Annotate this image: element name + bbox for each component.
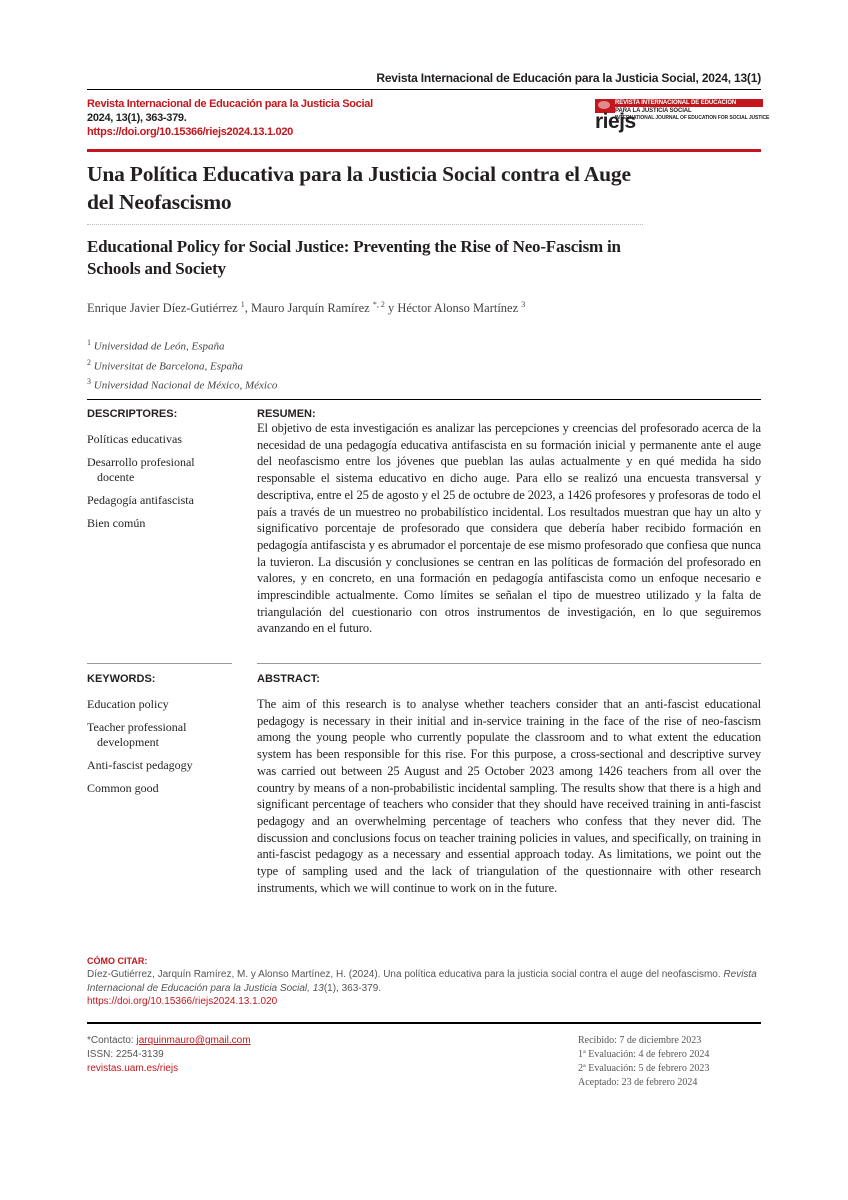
author-1-sup: 1 [240,300,245,309]
author-2-sup: *, 2 [372,300,385,309]
authors [87,300,525,316]
date-accepted: Aceptado: 23 de febrero 2024 [578,1077,698,1088]
citation-label: CÓMO CITAR: [87,956,148,966]
affiliation-num: 1 [87,338,91,347]
list-item: Desarrollo profesional [87,455,195,469]
author-1: Enrique Javier Díez-Gutiérrez [87,301,238,316]
section-divider [257,663,761,664]
abstract-label: ABSTRACT: [257,673,320,685]
affiliation-name: Universitat de Barcelona, España [93,360,244,373]
list-item: Teacher professional [87,720,187,734]
citation-journal: Revista Internacional de Educación para la Justicia Social, 13 [87,969,757,994]
list-item: Education policy [87,697,169,711]
logo-brand: riejs [595,110,636,133]
title-english: Educational Policy for Social Justice: Preventing the Rise of Neo-Fascism in Schools and Society [87,237,621,278]
logo-line1: REVISTA INTERNACIONAL DE EDUCACIÓN [615,100,737,106]
abstract-text: The aim of this research is to analyse whether teachers consider that an anti-fascist educational pedagogy is necessary in their initial and in-service training in the face of the rise of neo-fascism among the young people who currently populate the classroom and to what extent the education system has been responsible for this rise. For this purpose, a cross-sectional and descriptive survey was carried out between 25 August and 25 October 2023 among 1426 teachers from all over the country by means of a non-probabilistic incidental sampling. The results show that there is a high and significant percentage of teachers who consider that they should have received training in anti-fascist pedagogy and an overwhelming percentage of teachers who confess that they never did. The discussion and conclusions focus on teacher training policies in values, and specifically, on training in anti-fascist pedagogy as a necessary and essential approach today. As limitations, we point out the type of sampling used and the lack of triangulation of the questionnaire with other research instruments, which we will continue to work on in the future. [257,697,761,895]
header-rule [87,89,761,90]
affiliation-name: Universidad Nacional de México, México [93,379,278,392]
journal-name: Revista Internacional de Educación para la Justicia Social [87,98,373,110]
logo-line2: PARA LA JUSTICIA SOCIAL [615,107,692,114]
affiliation-num: 2 [87,357,91,367]
author-3: Héctor Alonso Martínez [397,301,519,316]
affiliation-name: Universidad de León, España [93,340,225,353]
author-sep: y [384,301,398,316]
journal-info [87,97,373,139]
affiliation [87,355,277,375]
journal-volume: 2024, 13(1), 363-379. [87,112,187,124]
contact-label: *Contacto: [87,1035,137,1046]
journal-doi-link[interactable]: https://doi.org/10.15366/riejs2024.13.1.020 [87,126,293,138]
citation-doi-link[interactable]: https://doi.org/10.15366/riejs2024.13.1.020 [87,996,278,1007]
author-2: Mauro Jarquín Ramírez [251,301,370,316]
keywords-label: KEYWORDS: [87,673,156,685]
resumen-label: RESUMEN: [257,408,316,420]
resumen-text: El objetivo de esta investigación es analizar las percepciones y creencias del profesorado acerca de la necesidad de una pedagogía educativa antifascista en su formación inicial y permanente ante el auge del neofascismo entre los jóvenes que pueblan las aulas actualmente y en qué medida ha sido responsable el sistema educativo en dicho auge. Para ello se realizó una encuesta transversal y descriptiva, entre el 25 de agosto y el 25 de octubre de 2023, a 1426 profesores y profesoras de todo el país a través de un muestreo no probabilístico incidental. Los resultados muestran que hay un alto y significativo porcentaje de profesorado que considera que debería haber recibido formación en pedagogía antifascista y es abrumador el porcentaje de ese mismo profesorado que confiesa que nunca la tuvieron. La discusión y conclusiones se centran en las políticas de formación del profesorado en valores, y en concreto, en una formación en pedagogía antifascista como un enfoque necesario e imprescindible actualmente. Como límites se señalan el tipo de muestreo utilizado y la falta de triangulación del cuestionario con otros instrumentos de investigación, en lo que seguiremos avanzando en el futuro. [257,421,761,636]
list-item: Bien común [87,516,146,530]
affiliation [87,374,277,394]
date-eval-1: 1ª Evaluación: 4 de febrero 2024 [578,1049,710,1060]
list-item: Pedagogía antifascista [87,493,194,507]
list-item: docente [97,470,135,484]
contact-email-link[interactable]: jarquinmauro@gmail.com [136,1035,251,1046]
affiliation-num: 3 [87,377,91,387]
citation-text [87,968,767,1009]
website-link[interactable]: revistas.uam.es/riejs [87,1063,179,1074]
logo-line3: INTERNATIONAL JOURNAL OF EDUCATION FOR SOCIAL JUSTICE [615,115,770,121]
list-item: Anti-fascist pedagogy [87,758,193,772]
title-spanish: Una Política Educativa para la Justicia Social contra el Auge del Neofascismo [87,162,631,214]
date-eval-2: 2ª Evaluación: 5 de febrero 2023 [578,1063,710,1074]
issn: ISSN: 2254-3139 [87,1049,164,1060]
descriptores-list [87,432,217,539]
affiliation [87,335,277,355]
list-item: development [97,735,159,749]
list-item: Common good [87,781,159,795]
running-header: Revista Internacional de Educación para la Justicia Social, 2024, 13(1) [376,71,761,85]
dates-block [578,1034,709,1090]
author-sep: , [244,301,251,316]
keywords-list [87,697,217,804]
logo-text [615,100,769,123]
date-received: Recibido: 7 de diciembre 2023 [578,1035,702,1046]
citation-pages: (1), 363-379. [323,982,382,994]
section-rule [87,399,761,400]
citation-authors: Díez-Gutiérrez, Jarquín Ramírez, M. y Alonso Martínez, H. (2024). Una política educativa para la justicia social contra el auge del neofascismo. [87,969,724,980]
footer-rule [87,1022,761,1024]
title-divider [87,224,643,225]
red-rule [87,149,761,152]
list-item: Políticas educativas [87,432,182,446]
descriptores-label: DESCRIPTORES: [87,408,178,420]
section-divider [87,663,232,664]
contact-block [87,1034,251,1076]
contact-line [87,1034,251,1048]
author-3-sup: 3 [521,300,526,309]
affiliations [87,335,277,394]
